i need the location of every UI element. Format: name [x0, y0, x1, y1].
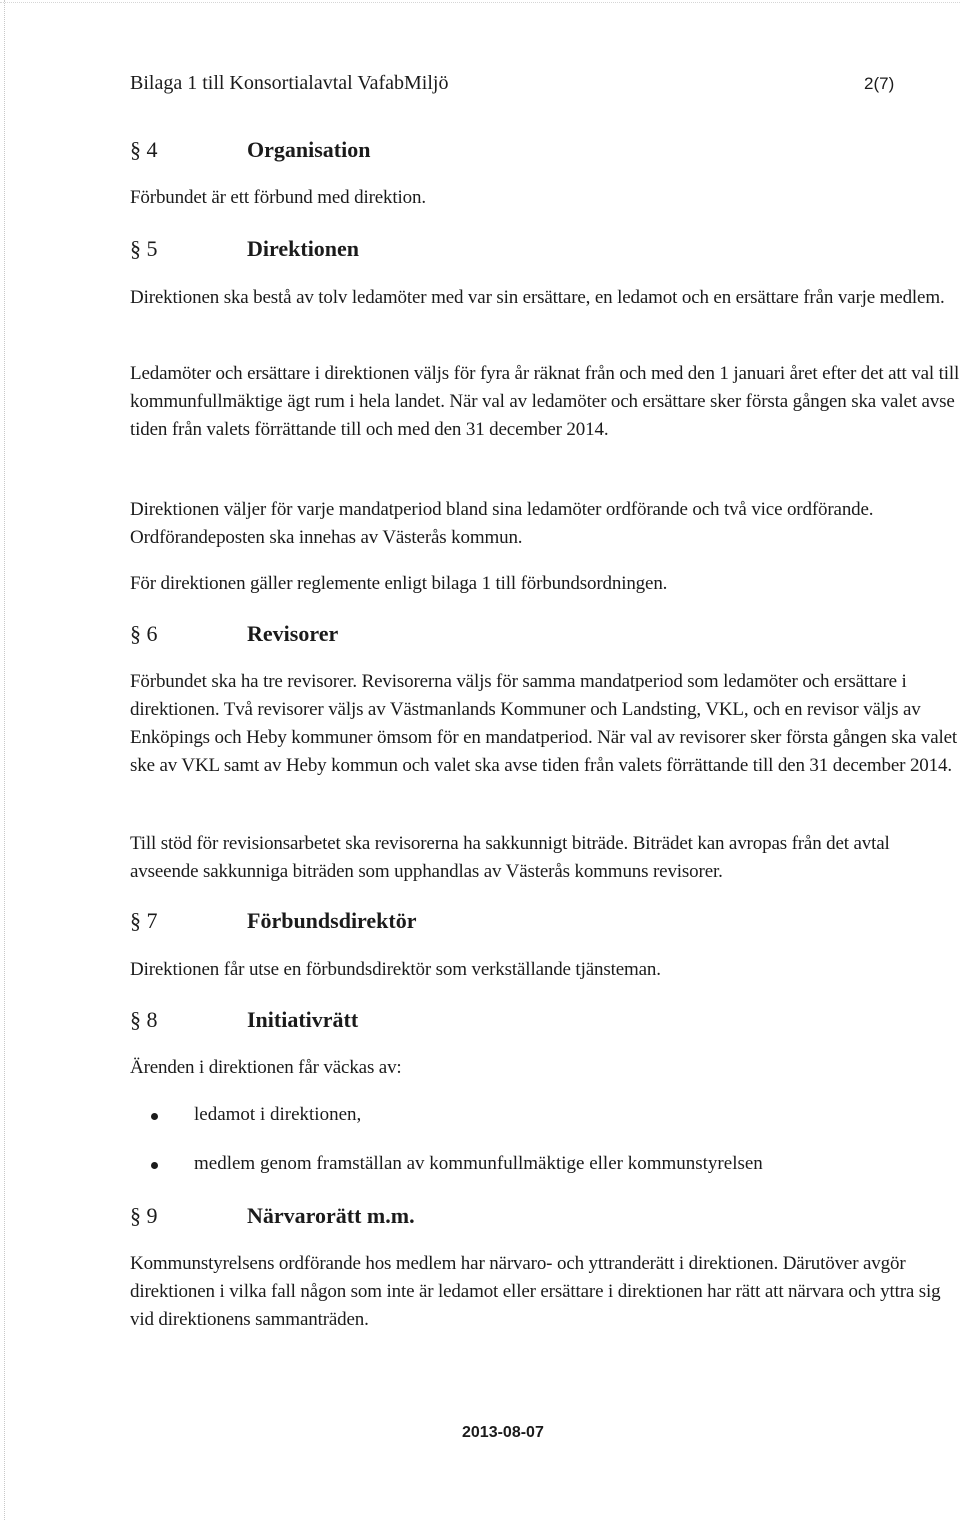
section-paragraph: För direktionen gäller reglemente enligt bilaga 1 till förbundsordningen.: [130, 573, 668, 594]
section-title: Närvarorätt m.m.: [247, 1203, 415, 1228]
section-title: Organisation: [247, 137, 371, 162]
section-paragraph: Ledamöter och ersättare i direktionen väljs för fyra år räknat från och med den 1 januari året efter det att val till kommunfullmäktige ägt rum i hela landet. När val av ledamöter och ersättare sker första gången ska valet avse tiden från valets förrättande till och med den 31 december 2014.: [130, 363, 960, 440]
section-title: Direktionen: [247, 236, 360, 261]
section-paragraph: Ärenden i direktionen får väckas av:: [130, 1057, 402, 1078]
section-title: Förbundsdirektör: [247, 908, 417, 933]
section-number: § 8: [130, 1007, 158, 1032]
section-paragraph: Direktionen väljer för varje mandatperiod bland sina ledamöter ordförande och två vice ordförande. Ordförandeposten ska innehas av Västerås kommun.: [130, 499, 874, 548]
section-title: Initiativrätt: [247, 1007, 359, 1032]
section-title: Revisorer: [247, 621, 339, 646]
section-number: § 7: [130, 908, 158, 933]
section-number: § 9: [130, 1203, 158, 1228]
footer-date: 2013-08-07: [462, 1424, 544, 1441]
list-item: [150, 1150, 950, 1178]
section-paragraph: Direktionen får utse en förbundsdirektör som verkställande tjänsteman.: [130, 959, 661, 980]
section-paragraph: Till stöd för revisionsarbetet ska revisorerna ha sakkunnigt biträde. Biträdet kan avropas från det avtal avseende sakkunniga biträden som upphandlas av Västerås kommuns revisorer.: [130, 833, 890, 882]
list-item: [150, 1101, 950, 1129]
list-item-text: ledamot i direktionen,: [194, 1104, 362, 1125]
list-item-text: medlem genom framställan av kommunfullmäktige eller kommunstyrelsen: [194, 1153, 763, 1174]
section-paragraph: Förbundet är ett förbund med direktion.: [130, 187, 426, 208]
document-header-title: Bilaga 1 till Konsortialavtal VafabMiljö: [130, 72, 449, 94]
section-number: § 5: [130, 236, 158, 261]
section-number: § 4: [130, 137, 158, 162]
scan-edge-line: [4, 0, 5, 1520]
section-paragraph: Kommunstyrelsens ordförande hos medlem har närvaro- och yttranderätt i direktionen. Därutöver avgör direktionen i vilka fall någon som inte är ledamot eller ersättare i direktionen har rätt att närvara och yttra sig vid direktionens sammanträden.: [130, 1253, 941, 1330]
bullet-dot-icon: [151, 1162, 158, 1169]
bullet-list: [150, 1101, 950, 1178]
scan-top-line: [0, 2, 960, 3]
section-number: § 6: [130, 621, 158, 646]
section-paragraph: Förbundet ska ha tre revisorer. Revisorerna väljs för samma mandatperiod som ledamöter och ersättare i direktionen. Två revisorer väljs av Västmanlands Kommuner och Landsting, VKL, och en revisor väljs av Enköpings och Heby kommuner ömsom för en mandatperiod. När val av revisorer sker första gången ska valet ske av VKL samt av Heby kommun och valet ska avse tiden från valets förrättande till den 31 december 2014.: [130, 671, 958, 776]
bullet-dot-icon: [151, 1113, 158, 1120]
section-paragraph: Direktionen ska bestå av tolv ledamöter med var sin ersättare, en ledamot och en ersättare från varje medlem.: [130, 287, 945, 308]
page-number: 2(7): [864, 74, 895, 93]
